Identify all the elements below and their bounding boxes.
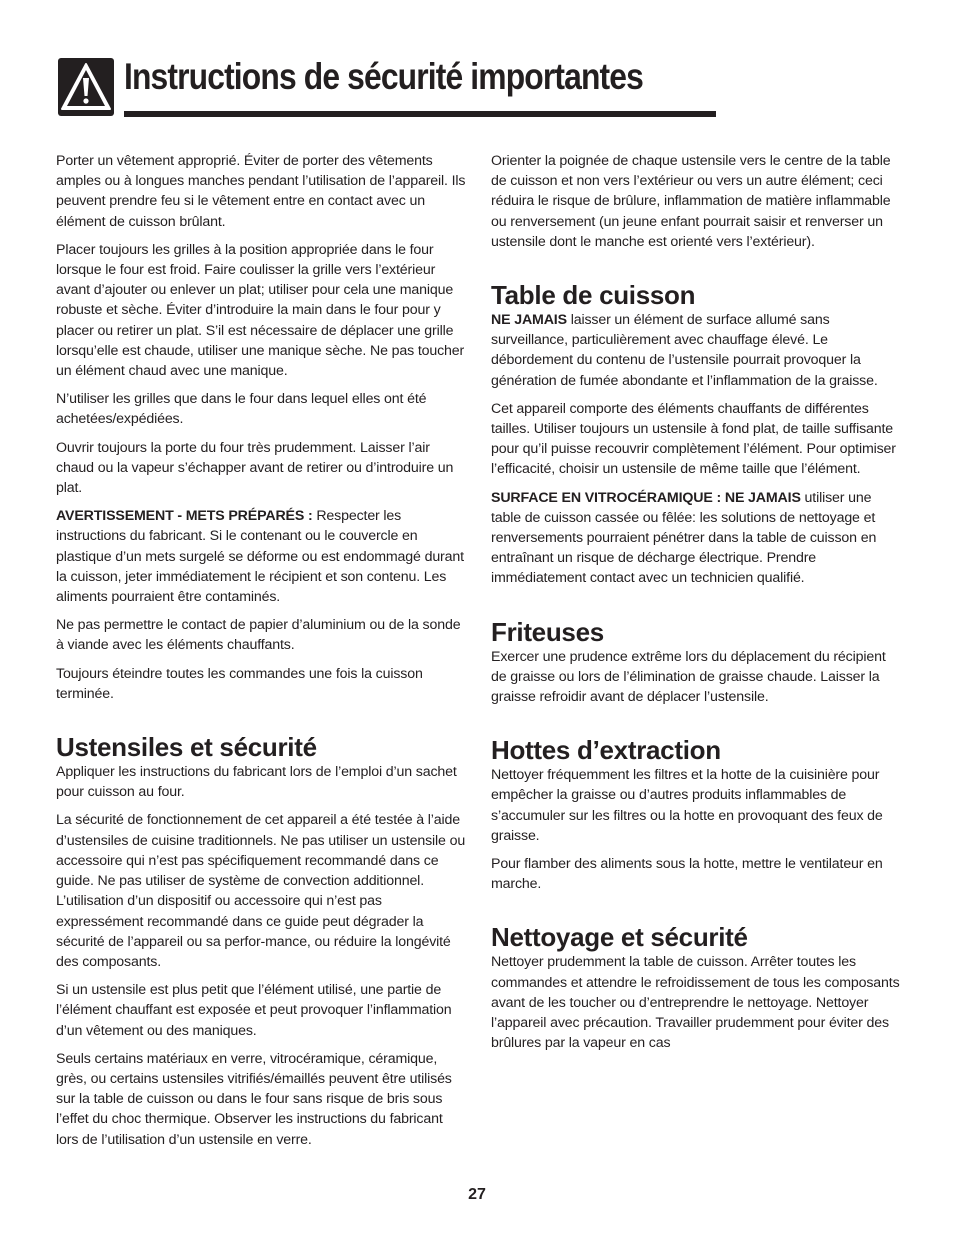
paragraph-foil: Ne pas permettre le contact de papier d’aluminium ou de la sonde à viande avec les éléments chauffants. [56, 617, 461, 654]
paragraph-cleaning: Nettoyer prudemment la table de cuisson. Arrêter toutes les commandes et attendre le refroidissement de tous les composants avant de les toucher ou d’entreprendre le nettoyage. Nettoyer l’appareil avec précaution. Travailler prudemment pour éviter des brûlures par la vapeur en cas [491, 954, 900, 1052]
never-unattended-text: laisser un élément de surface allumé sans surveillance, particulièrement avec chauffage élevé. Le débordement du contenu de l’ustensile pourrait provoquer la génération de fumée abondante et l’inflammation de la graisse. [491, 312, 878, 389]
paragraph-oven-bag: Appliquer les instructions du fabricant lors de l’emploi d’un sachet pour cuisson au four. [56, 764, 457, 801]
paragraph-grease: Exercer une prudence extrême lors du déplacement du récipient de graisse ou lors de l’élimination de graisse chaude. Laisser la graisse refroidir avant de déplacer l’ustensile. [491, 648, 886, 706]
ceramic-label: SURFACE EN VITROCÉRAMIQUE : NE JAMAIS [491, 489, 801, 506]
heading-friteuses: Friteuses [491, 616, 604, 647]
never-label: NE JAMAIS [491, 312, 567, 329]
paragraph-never-unattended [491, 310, 901, 391]
title-underline [124, 111, 716, 117]
paragraph-racks-origin: N’utiliser les grilles que dans le four dans lequel elles ont été achetées/expédiées. [56, 391, 427, 428]
page-title: Instructions de sécurité importantes [124, 56, 643, 97]
paragraph-clothing: Porter un vêtement approprié. Éviter de porter des vêtements amples ou à longues manches pendant l’utilisation de l’appareil. Ils peuvent prendre feu si le vêtement entre en contact avec un élément de cuisson brûlant. [56, 153, 466, 230]
heading-table-cuisson: Table de cuisson [491, 280, 696, 311]
left-column [56, 151, 466, 1158]
heading-ustensiles: Ustensiles et sécurité [56, 732, 317, 763]
heading-hottes: Hottes d’extraction [491, 735, 721, 766]
paragraph-racks: Placer toujours les grilles à la position appropriée dans le four lorsque le four est froid. Faire coulisser la grille vers l’extérieur avant d’ajouter ou enlever un plat; utiliser pour cela une manique robuste et sèche. Éviter d’introduire la main dans le four pour y placer ou retirer un plat. S’il est nécessaire de déplacer une grille lorsqu’elle est chaude, utiliser une manique sèche. Ne pas toucher un élément chaud avec une manique. [56, 241, 465, 380]
warning-label: AVERTISSEMENT - METS PRÉPARÉS : [56, 508, 313, 525]
paragraph-controls-off: Toujours éteindre toutes les commandes une fois la cuisson terminée. [56, 665, 423, 702]
page-header [58, 58, 716, 120]
paragraph-small-cookware: Si un ustensile est plus petit que l’élément utilisé, une partie de l’élément chauffant est exposée et peut provoquer l’inflammation d’un vêtement ou des maniques. [56, 982, 452, 1039]
paragraph-tested-cookware: La sécurité de fonctionnement de cet appareil a été testée à l’aide d’ustensiles de cuisine traditionnels. Ne pas utiliser un ustensile ou accessoire qui n’est pas spécifiquement recommandé dans ce guide. Ne pas utiliser de système de convection additionnel. L’utilisation d’un dispositif ou accessoire qui n’est pas expressément recommandé dans ce guide peut dégrader la sécurité de l’appareil ou sa perfor-mance, ou réduire la longévité des composants. [56, 812, 466, 970]
paragraph-flambe: Pour flamber des aliments sous la hotte, mettre le ventilateur en marche. [491, 856, 883, 893]
paragraph-handles: Orienter la poignée de chaque ustensile vers le centre de la table de cuisson et non vers l’extérieur ou vers un autre élément; ceci réduira le risque de brûlure, inflammation de matière inflammable ou renversement (un jeune enfant pourrait saisir et renverser un ustensile dont le manche est orienté vers l’extérieur). [491, 153, 891, 250]
paragraph-prepared-foods [56, 506, 466, 607]
paragraph-filters: Nettoyer fréquemment les filtres et la hotte de la cuisinière pour empêcher la graisse ou d’autres produits inflammables de s’accumuler sur les filtres ou la hotte en provoquant des feux de graisse. [491, 767, 883, 844]
page-number: 27 [468, 1186, 486, 1203]
heading-nettoyage: Nettoyage et sécurité [491, 922, 748, 953]
warning-icon [58, 58, 114, 116]
paragraph-glass-cookware: Seuls certains matériaux en verre, vitrocéramique, céramique, grès, ou certains ustensiles vitrifiés/émaillés peuvent être utilisés sur la table de cuisson ou dans le four sans risque de bris sous l’effet du choc thermique. Observer les instructions du fabricant lors de l’utilisation d’un ustensile en verre. [56, 1050, 452, 1148]
paragraph-ceramic-surface [491, 488, 901, 589]
prepared-foods-text: Respecter les instructions du fabricant. Si le contenant ou le couvercle en plastique d’un mets surgelé se déforme ou est endommagé durant la cuisson, jeter immédiatement le récipient et son contenu. Les aliments pourraient être contaminés. [56, 508, 464, 606]
paragraph-oven-door: Ouvrir toujours la porte du four très prudemment. Laisser l’air chaud ou la vapeur s’échapper avant de retirer ou d’introduire un plat. [56, 439, 454, 497]
paragraph-element-sizes: Cet appareil comporte des éléments chauffants de différentes tailles. Utiliser toujours un ustensile à fond plat, de taille suffisante pour qu’il puisse recouvrir complètement l’élément. Pour optimiser l’efficacité, choisir un ustensile de même taille que l’élément. [491, 400, 896, 478]
right-column [491, 151, 901, 1062]
ceramic-surface-text: utiliser une table de cuisson cassée ou fêlée: les solutions de nettoyage et renversements pourraient pénétrer dans la table de cuisson en entraînant un risque de décharge électrique. Prendre immédiatement contact avec un technicien qualifié. [491, 489, 877, 587]
